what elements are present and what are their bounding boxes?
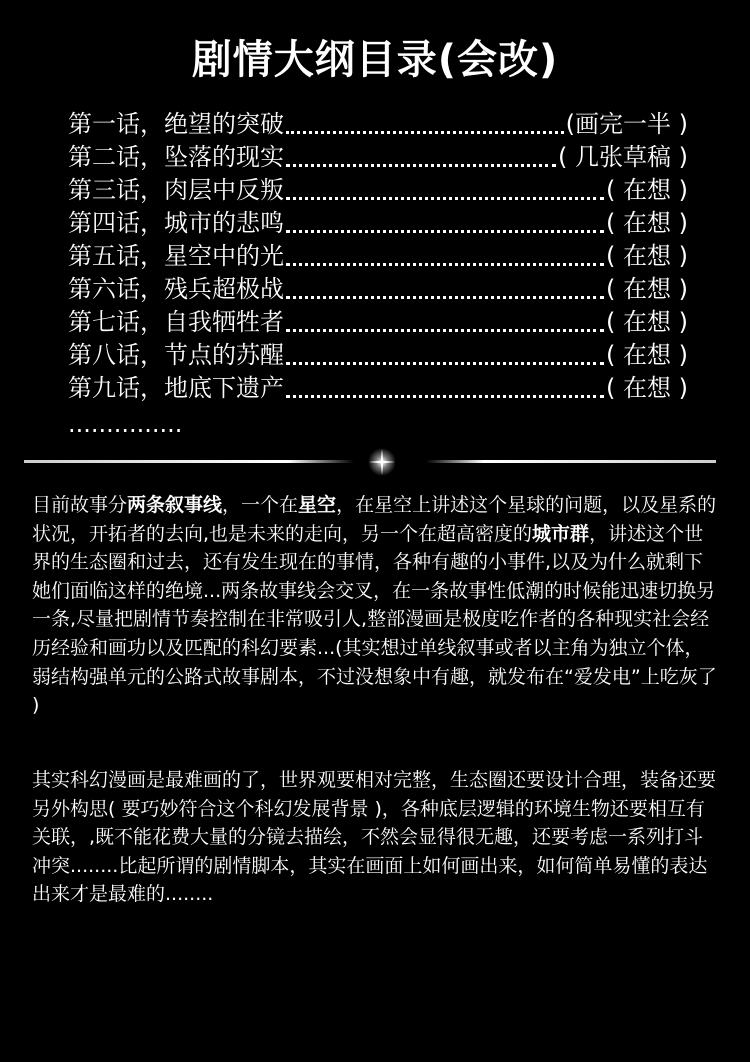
toc-item-title: 第四话，城市的悲鸣 xyxy=(68,209,284,237)
toc-item-5 xyxy=(68,240,688,273)
toc-item-status: ( 在想 ) xyxy=(606,308,688,336)
story-paragraph-1 xyxy=(32,491,722,720)
text-segment: ，讲述这个世界的生态圈和过去，还有发生现在的事情，各种有趣的小事件,以及为什么就剩下她们面临这样的绝境...两条故事线会交叉，在一条故事性低潮的时候能迅速切换另一条,尽量把剧情节奏控制在非常吸引人,整部漫画是极度吃作者的各种现实社会经历经验和画功以及匹配的科幻要素...(其实想过单线叙事或者以主角为独立个体，弱结构强单元的公路式故事剧本，不过没想象中有趣，就发布在“爱发电”上吃灰了 ) xyxy=(32,522,717,717)
page-title: 剧情大纲目录(会改) xyxy=(191,37,559,83)
toc-continuation-dots: ............... xyxy=(68,410,183,438)
toc-item-status: ( 在想 ) xyxy=(606,209,688,237)
toc-item-4 xyxy=(68,207,688,240)
toc-leader-dots xyxy=(286,108,564,141)
divider-line-right xyxy=(426,460,716,463)
text-segment: ，一个在 xyxy=(222,494,299,516)
toc-leader-dots xyxy=(286,174,604,207)
toc-item-status: (画完一半 ) xyxy=(565,110,688,138)
toc-leader-dots xyxy=(286,372,604,405)
toc-leader-dots xyxy=(286,141,556,174)
toc-item-7 xyxy=(68,306,688,339)
emphasis-text: 城市群 xyxy=(532,522,590,545)
toc-item-3 xyxy=(68,174,688,207)
toc-item-title: 第一话，绝望的突破 xyxy=(68,110,284,138)
toc-item-status: ( 在想 ) xyxy=(606,242,688,270)
toc-item-6 xyxy=(68,273,688,306)
toc-item-title: 第六话，残兵超极战 xyxy=(68,275,284,303)
toc-leader-dots xyxy=(286,306,604,339)
toc-item-status: ( 在想 ) xyxy=(606,176,688,204)
section-divider xyxy=(24,460,716,463)
divider-line-left xyxy=(24,460,354,463)
toc-leader-dots xyxy=(286,273,604,306)
toc-item-2 xyxy=(68,141,688,174)
text-segment: 目前故事分 xyxy=(32,494,128,516)
toc-item-status: ( 几张草稿 ) xyxy=(558,143,688,171)
toc-item-title: 第五话，星空中的光 xyxy=(68,242,284,270)
toc-item-title: 第八话，节点的苏醒 xyxy=(68,341,284,369)
toc-item-title: 第三话，肉层中反叛 xyxy=(68,176,284,204)
toc-item-9 xyxy=(68,372,688,405)
toc-item-title: 第七话，自我牺牲者 xyxy=(68,308,284,336)
sparkle-icon xyxy=(367,447,397,477)
toc-item-status: ( 在想 ) xyxy=(606,275,688,303)
toc-leader-dots xyxy=(286,207,604,240)
toc-leader-dots xyxy=(286,240,604,273)
toc-item-title: 第二话，坠落的现实 xyxy=(68,143,284,171)
table-of-contents xyxy=(68,108,688,405)
toc-leader-dots xyxy=(286,339,604,372)
toc-item-title: 第九话，地底下遗产 xyxy=(68,374,284,402)
emphasis-text: 两条叙事线 xyxy=(127,494,223,516)
story-paragraph-2: 其实科幻漫画是最难画的了，世界观要相对完整，生态圈还要设计合理，装备还要另外构思( 要巧妙符合这个科幻发展背景 )，各种底层逻辑的环境生物还要相互有关联，,既不能花费大量的分镜去描绘，不然会显得很无趣，还要考虑一系列打斗冲突........比起所谓的剧情脚本，其实在画面上如何画出来，如何简单易懂的表达出来才是最难的........ xyxy=(32,769,717,906)
toc-item-8 xyxy=(68,339,688,372)
toc-item-status: ( 在想 ) xyxy=(606,341,688,369)
toc-item-1 xyxy=(68,108,688,141)
text-segment: ，在星空上讲述这个星球的问题，以及星系的状况，开拓者的去向,也是未来的走向，另一个在超高密度的 xyxy=(32,494,717,545)
emphasis-text: 星空 xyxy=(298,494,337,516)
toc-item-status: ( 在想 ) xyxy=(606,374,688,402)
